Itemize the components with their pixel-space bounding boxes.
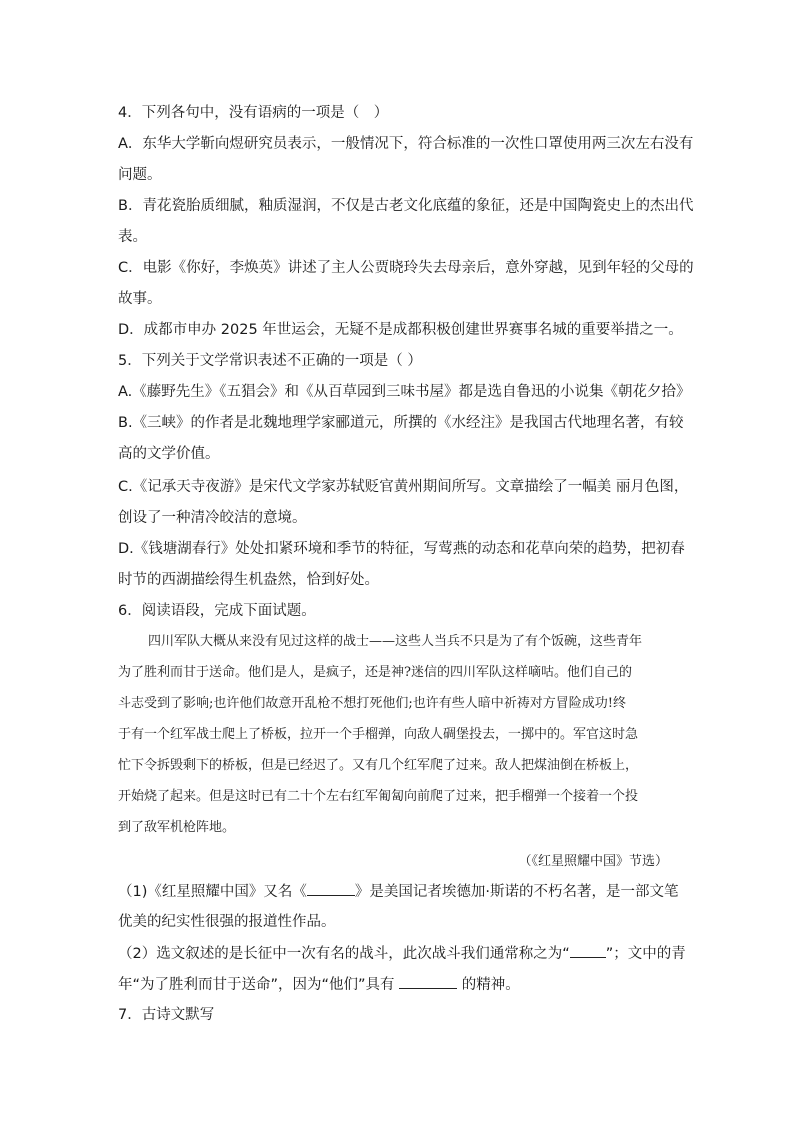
question-6-1-after: 》是美国记者埃德加·斯诺的不朽名著，是一部文笔 <box>354 884 679 900</box>
question-6-2-cont-after: 的精神。 <box>457 977 520 993</box>
question-6-2 <box>118 943 688 964</box>
passage-line: 斗志受到了影响;也许他们故意开乱枪不想打死他们;也许有些人暗中祈祷对方冒险成功!终 <box>118 696 626 711</box>
question-5-option-b: B.《三峡》的作者是北魏地理学家郦道元，所撰的《水经注》是我国古代地理名著，有较 <box>118 415 684 431</box>
answer-blank[interactable] <box>399 974 457 989</box>
question-6-2-after: ”；文中的青 <box>605 946 686 962</box>
question-5-option-c-cont: 创设了一种清冷皎洁的意境。 <box>118 510 307 526</box>
question-6-stem: 6．阅读语段，完成下面试题。 <box>118 603 316 619</box>
question-6-2-before: （2）选文叙述的是长征中一次有名的战斗，此次战斗我们通常称之为“ <box>118 946 570 962</box>
question-6-1-cont: 优美的纪实性很强的报道性作品。 <box>118 914 336 930</box>
answer-blank[interactable] <box>570 943 606 958</box>
answer-blank[interactable] <box>307 881 355 896</box>
passage-line: 为了胜利而甘于送命。他们是人，是疯子，还是神?迷信的四川军队这样嘀咕。他们自己的 <box>118 665 632 680</box>
question-4-option-d: D．成都市申办 2025 年世运会，无疑不是成都积极创建世界赛事名城的重要举措之一。 <box>118 322 683 338</box>
question-4-option-c-cont: 故事。 <box>118 291 162 307</box>
question-6-2-cont <box>118 974 688 995</box>
question-4-option-c: C．电影《你好，李焕英》讲述了主人公贾晓玲失去母亲后，意外穿越，见到年轻的父母的 <box>118 260 694 276</box>
question-5-option-b-cont: 高的文学价值。 <box>118 446 220 462</box>
passage-line: 四川军队大概从来没有见过这样的战士——这些人当兵不只是为了有个饭碗，这些青年 <box>148 634 643 649</box>
question-5-option-d-cont: 时节的西湖描绘得生机盎然，恰到好处。 <box>118 572 379 588</box>
question-4-stem: 4．下列各句中，没有语病的一项是（ ） <box>118 105 389 121</box>
passage-line: 忙下令拆毁剩下的桥板，但是已经迟了。又有几个红军爬了过来。敌人把煤油倒在桥板上， <box>118 758 639 773</box>
passage-line: 于有一个红军战士爬上了桥板，拉开一个手榴弹，向敌人碉堡投去，一掷中的。军官这时急 <box>118 727 639 742</box>
question-5-option-a: A.《藤野先生》《五猖会》和《从百草园到三味书屋》都是选自鲁迅的小说集《朝花夕拾》 <box>118 384 691 400</box>
passage-source: （《红星照耀中国》节选） <box>518 854 668 869</box>
question-6-1-before: （1)《红星照耀中国》又名《 <box>118 884 307 900</box>
question-4-option-a: A．东华大学靳向煜研究员表示，一般情况下，符合标准的一次性口罩使用两三次左右没有 <box>118 136 694 152</box>
question-4-option-b: B．青花瓷胎质细腻，釉质湿润，不仅是古老文化底蕴的象征，还是中国陶瓷史上的杰出代 <box>118 198 694 214</box>
question-5-stem: 5．下列关于文学常识表述不正确的一项是（ ） <box>118 353 422 369</box>
question-5-option-d: D.《钱塘湖春行》处处扣紧环境和季节的特征，写莺燕的动态和花草向荣的趋势，把初春 <box>118 541 685 557</box>
question-4-option-a-cont: 问题。 <box>118 167 162 183</box>
question-6-2-cont-before: 年“为了胜利而甘于送命”，因为“他们”具有 <box>118 977 400 993</box>
question-5-option-c: C.《记承天寺夜游》是宋代文学家苏轼贬官黄州期间所写。文章描绘了一幅美 丽月色图， <box>118 479 689 495</box>
passage-line: 到了敌军机枪阵地。 <box>118 820 236 835</box>
passage-line: 开始烧了起来。但是这时已有二十个左右红军匍匐向前爬了过来，把手榴弹一个接着一个投 <box>118 789 639 804</box>
question-7-stem: 7．古诗文默写 <box>118 1007 215 1023</box>
question-4-option-b-cont: 表。 <box>118 229 147 245</box>
question-6-1 <box>118 881 688 902</box>
